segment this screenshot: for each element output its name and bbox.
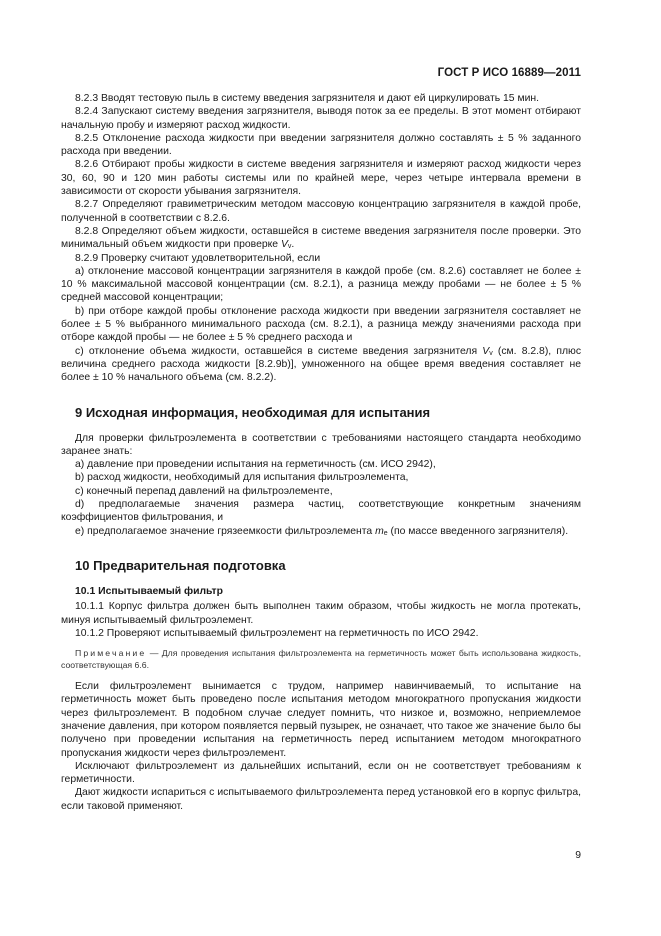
- document-body: [61, 92, 581, 813]
- paragraph-8-2-8: 8.2.8 Определяют объем жидкости, оставшейся в системе введения загрязнителя после проверки. Это минимальный объем жидкости при проверке $V_v$.: [61, 225, 581, 251]
- list-item-8-2-9-a: а) отклонение массовой концентрации загрязнителя в каждой пробе (см. 8.2.6) составляет не более ± 10 % максимальной массовой концентрации (см. 8.2.1), а разница между пробами — не более ± 5 % средней массовой концентрации;: [61, 265, 581, 304]
- paragraph-8-2-3: 8.2.3 Вводят тестовую пыль в систему введения загрязнителя и дают ей циркулировать 15 мин.: [75, 93, 540, 104]
- document-header: ГОСТ Р ИСО 16889—2011: [437, 67, 581, 79]
- paragraph-8-2-6: 8.2.6 Отбирают пробы жидкости в системе введения загрязнителя и измеряют расход жидкости через 30, 60, 90 и 120 мин работы системы или по крайней мере, через четыре интервала времени в зависимости от скорости убывания загрязнителя.: [61, 159, 581, 198]
- list-item-9-c: с) конечный перепад давлений на фильтроэлементе,: [75, 485, 333, 497]
- section-10-heading: 10 Предварительная подготовка: [75, 557, 286, 573]
- note: [61, 647, 581, 671]
- list-item-9-b: b) расход жидкости, необходимый для испытания фильтроэлемента,: [75, 472, 409, 484]
- paragraph-8-2-4: 8.2.4 Запускают систему введения загрязнителя, выводя поток за ее пределы. В этот момент отбирают начальную пробу и измеряют расход жидкости.: [61, 106, 581, 131]
- paragraph-removal: Если фильтроэлемент вынимается с трудом, например навинчиваемый, то испытание на герметичность может быть проведено после испытания методом многократного пропускания жидкости через фильтроэлемент. В подобном случае следует помнить, что низкое и, возможно, неприемлемое значение давления, при котором появляется первый пузырек, не означает, что такое же значение было бы получено при проведении испытания на герметичность перед испытанием методом многократного пропускания жидкости через фильтроэлемент.: [61, 681, 581, 759]
- page-number: 9: [575, 850, 581, 861]
- subsection-10-1-heading: 10.1 Испытываемый фильтр: [75, 585, 223, 597]
- paragraph-8-2-9: 8.2.9 Проверку считают удовлетворительной, если: [75, 252, 321, 264]
- list-item-9-a: а) давление при проведении испытания на герметичность (см. ИСО 2942),: [75, 459, 436, 471]
- list-item-9-d: d) предполагаемые значения размера частиц, соответствующие конкретным значениям коэффициентов фильтрования, и: [61, 499, 581, 524]
- list-item-8-2-9-b: b) при отборе каждой пробы отклонение расхода жидкости при введении загрязнителя составляет не более ± 5 % выбранного минимального расхода (см. 8.2.1), а разница между значениями расхода при отборе каждой пробы — не более ± 5 % среднего расхода и: [61, 305, 581, 344]
- paragraph-8-2-7: 8.2.7 Определяют гравиметрическим методом массовую концентрацию загрязнителя в каждой пробе, полученной в соответствии с 8.2.6.: [61, 199, 581, 224]
- paragraph-10-1-2: 10.1.2 Проверяют испытываемый фильтроэлемент на герметичность по ИСО 2942.: [75, 627, 479, 639]
- paragraph-8-2-5: 8.2.5 Отклонение расхода жидкости при введении загрязнителя должно составлять ± 5 % заданного расхода при введении.: [61, 132, 581, 158]
- section-9-intro: Для проверки фильтроэлемента в соответствии с требованиями настоящего стандарта необходимо заранее знать:: [61, 432, 581, 457]
- section-9-heading: 9 Исходная информация, необходимая для испытания: [75, 404, 431, 420]
- note-text: — Для проведения испытания фильтроэлемента на герметичность может быть использована жидкость, соответствующая 6.6.: [61, 648, 581, 671]
- list-item-9-e: е) предполагаемое значение грязеемкости фильтроэлемента $m_e$ (по массе введенного загрязнителя).: [75, 525, 569, 537]
- paragraph-evaporate: Дают жидкости испариться с испытываемого фильтроэлемента перед установкой его в корпус фильтра, если таковой применяют.: [61, 787, 581, 812]
- paragraph-10-1-1: 10.1.1 Корпус фильтра должен быть выполнен таким образом, чтобы жидкость не могла протекать, минуя испытываемый фильтроэлемент.: [61, 601, 581, 626]
- list-item-8-2-9-c: с) отклонение объема жидкости, оставшейся в системе введения загрязнителя $V_v$ (см. 8.2.8), плюс величина среднего расхода жидкости [8.2.9b)], умноженного на общее время введения составляет не более ± 10 % начального объема (см. 8.2.2).: [61, 345, 582, 384]
- paragraph-exclude: Исключают фильтроэлемент из дальнейших испытаний, если он не соответствует требованиям к герметичности.: [61, 760, 581, 786]
- note-label: Примечание: [75, 648, 147, 659]
